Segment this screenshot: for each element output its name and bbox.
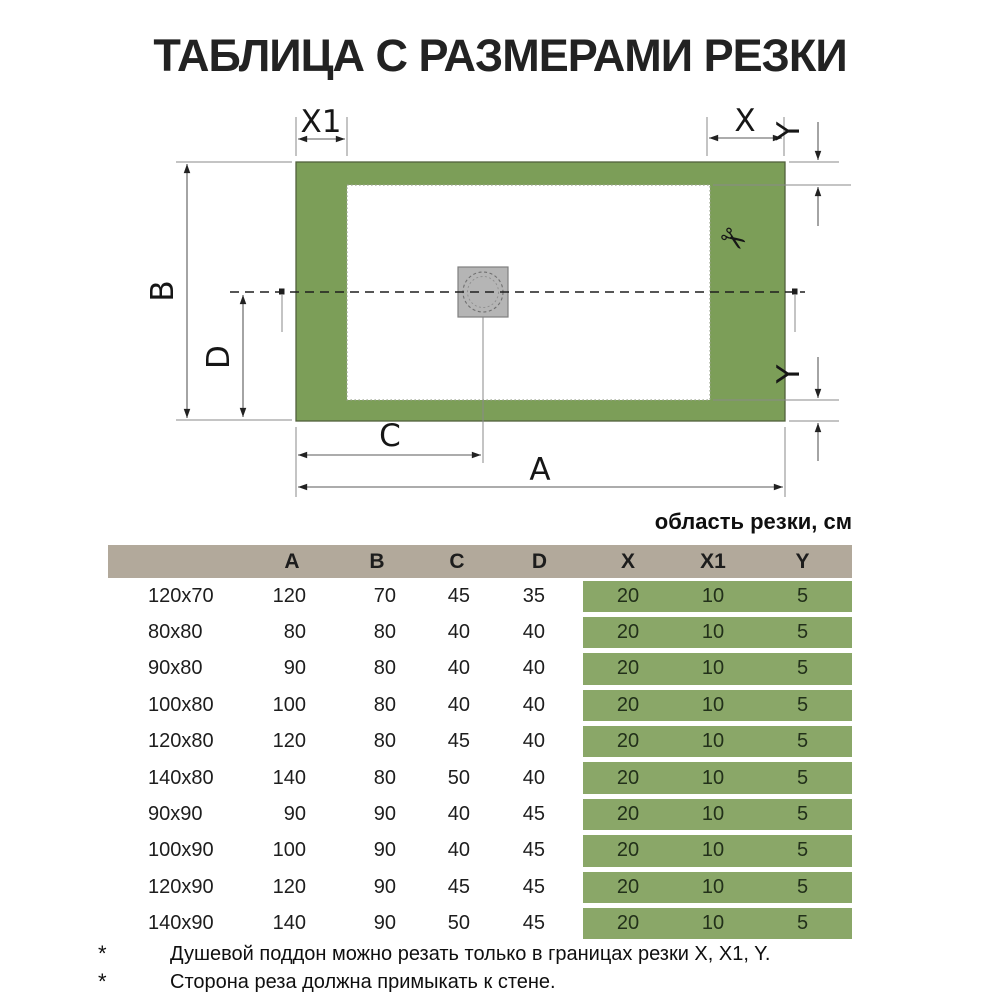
table-row — [108, 833, 852, 869]
value-y: 5 — [796, 584, 809, 607]
value-c: 40 — [447, 693, 470, 716]
value-c: 50 — [447, 766, 470, 789]
value-x: 20 — [616, 766, 640, 789]
value-y: 5 — [796, 875, 809, 898]
value-d: 40 — [522, 693, 545, 716]
table-header-row — [108, 545, 852, 578]
value-a: 120 — [272, 584, 306, 607]
value-y: 5 — [796, 693, 809, 716]
header-c: C — [449, 549, 465, 573]
value-x: 20 — [616, 803, 640, 826]
value-x1: 10 — [701, 766, 725, 789]
cut-area-cells — [583, 762, 852, 793]
footnote-marker: * — [98, 969, 107, 994]
header-b: B — [369, 549, 385, 573]
dim-label-y-top: Y — [771, 121, 807, 141]
table-row — [108, 906, 852, 942]
value-c: 40 — [447, 803, 470, 826]
size-label: 90x80 — [148, 657, 203, 680]
value-x: 20 — [616, 839, 640, 862]
size-label: 140x90 — [148, 912, 214, 935]
value-x1: 10 — [701, 693, 725, 716]
value-c: 40 — [447, 657, 470, 680]
footnote-marker: * — [98, 941, 107, 966]
value-b: 80 — [373, 693, 396, 716]
size-label: 100x80 — [148, 693, 214, 716]
value-c: 45 — [447, 584, 470, 607]
value-d: 40 — [522, 766, 545, 789]
value-y: 5 — [796, 621, 809, 644]
value-x1: 10 — [701, 912, 725, 935]
table-row — [108, 796, 852, 832]
value-y: 5 — [796, 766, 809, 789]
sizes-table — [108, 545, 852, 942]
dim-label-a: A — [529, 452, 551, 488]
size-label: 90x90 — [148, 803, 203, 826]
footnote-line — [0, 940, 1000, 968]
dim-label-y-bottom: Y — [771, 364, 807, 384]
cut-area-cells — [583, 653, 852, 684]
value-a: 90 — [283, 657, 306, 680]
header-y: Y — [795, 549, 810, 573]
cut-area-cells — [583, 908, 852, 939]
value-x1: 10 — [701, 803, 725, 826]
dim-label-c: C — [379, 418, 401, 454]
value-a: 140 — [272, 766, 306, 789]
value-b: 70 — [373, 584, 396, 607]
value-b: 90 — [373, 875, 396, 898]
value-y: 5 — [796, 730, 809, 753]
value-x: 20 — [616, 657, 640, 680]
table-row — [108, 651, 852, 687]
value-c: 50 — [447, 912, 470, 935]
value-a: 100 — [272, 839, 306, 862]
header-x: X — [620, 549, 635, 573]
value-x1: 10 — [701, 584, 725, 607]
header-d: D — [531, 549, 548, 573]
value-d: 40 — [522, 657, 545, 680]
value-y: 5 — [796, 803, 809, 826]
value-d: 45 — [522, 803, 545, 826]
scissors-icon: ✂ — [712, 217, 754, 263]
table-row — [108, 687, 852, 723]
value-a: 100 — [272, 693, 306, 716]
value-x: 20 — [616, 730, 640, 753]
value-c: 40 — [447, 839, 470, 862]
cut-area-cells — [583, 799, 852, 830]
cut-area-cells — [583, 872, 852, 903]
value-d: 40 — [522, 621, 545, 644]
value-x: 20 — [616, 621, 640, 644]
page-title: ТАБЛИЦА С РАЗМЕРАМИ РЕЗКИ — [153, 30, 847, 81]
footnote-line — [0, 968, 1000, 996]
value-b: 80 — [373, 730, 396, 753]
value-d: 40 — [522, 730, 545, 753]
value-b: 80 — [373, 621, 396, 644]
cut-area-cells — [583, 617, 852, 648]
value-a: 140 — [272, 912, 306, 935]
value-b: 90 — [373, 803, 396, 826]
value-a: 80 — [283, 621, 306, 644]
value-b: 90 — [373, 912, 396, 935]
header-a: A — [284, 549, 300, 573]
cut-area-cells — [583, 726, 852, 757]
value-x1: 10 — [701, 839, 725, 862]
table-row — [108, 760, 852, 796]
value-y: 5 — [796, 839, 809, 862]
value-d: 45 — [522, 912, 545, 935]
header-x1: X1 — [700, 549, 726, 573]
cut-area-caption: область резки, см — [654, 509, 852, 534]
size-label: 120x70 — [148, 584, 214, 607]
value-a: 120 — [272, 875, 306, 898]
cut-area-cells — [583, 835, 852, 866]
value-c: 45 — [447, 730, 470, 753]
size-label: 80x80 — [148, 621, 203, 644]
value-x1: 10 — [701, 875, 725, 898]
value-x1: 10 — [701, 730, 725, 753]
value-x1: 10 — [701, 657, 725, 680]
value-a: 120 — [272, 730, 306, 753]
value-b: 80 — [373, 657, 396, 680]
value-a: 90 — [283, 803, 306, 826]
value-d: 45 — [522, 839, 545, 862]
value-c: 40 — [447, 621, 470, 644]
table-row — [108, 724, 852, 760]
value-d: 45 — [522, 875, 545, 898]
value-b: 80 — [373, 766, 396, 789]
table-row — [108, 578, 852, 614]
value-x1: 10 — [701, 621, 725, 644]
footnote-text: Душевой поддон можно резать только в границах резки X, X1, Y. — [170, 942, 771, 965]
dim-label-d: D — [201, 345, 237, 369]
value-y: 5 — [796, 657, 809, 680]
size-label: 140x80 — [148, 766, 214, 789]
value-d: 35 — [522, 584, 545, 607]
footnote-text: Сторона реза должна примыкать к стене. — [170, 970, 556, 993]
value-b: 90 — [373, 839, 396, 862]
footnotes — [0, 940, 1000, 996]
dim-label-x: X — [734, 103, 756, 139]
cut-area-cells — [583, 581, 852, 612]
size-label: 120x80 — [148, 730, 214, 753]
dim-label-b: B — [145, 280, 181, 302]
size-label: 120x90 — [148, 875, 214, 898]
cut-area-cells — [583, 690, 852, 721]
size-label: 100x90 — [148, 839, 214, 862]
value-y: 5 — [796, 912, 809, 935]
value-x: 20 — [616, 584, 640, 607]
table-row — [108, 614, 852, 650]
table-row — [108, 869, 852, 905]
value-x: 20 — [616, 912, 640, 935]
dim-label-x1: X1 — [300, 104, 342, 140]
value-x: 20 — [616, 875, 640, 898]
value-x: 20 — [616, 693, 640, 716]
value-c: 45 — [447, 875, 470, 898]
